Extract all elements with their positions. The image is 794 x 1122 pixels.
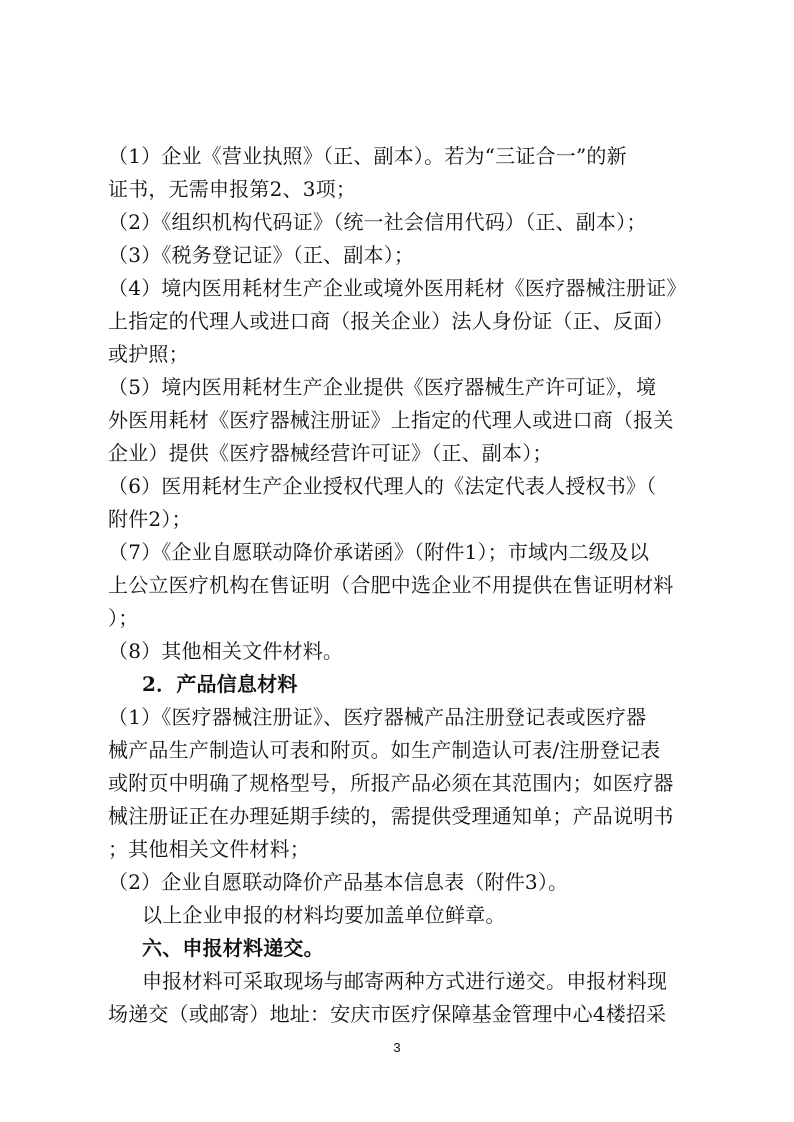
text-line: 场递交（或邮寄）地址：安庆市医疗保障基金管理中心4楼招采 — [108, 1002, 667, 1026]
text-line: （3）《税务登记证》（正、副本）； — [108, 243, 415, 267]
text-line: 上指定的代理人或进口商（报关企业）法人身份证（正、反面） — [108, 309, 674, 333]
text-line: （1）企业《营业执照》（正、副本）。若为“三证合一”的新 — [108, 144, 627, 168]
text-line: 以上企业申报的材料均要加盖单位鲜章。 — [142, 903, 506, 927]
text-line: （4）境内医用耗材生产企业或境外医用耗材《医疗器械注册证》 — [108, 276, 687, 300]
text-line: 申报材料可采取现场与邮寄两种方式进行递交。申报材料现 — [142, 969, 668, 993]
text-line: 外医用耗材《医疗器械注册证》上指定的代理人或进口商（报关 — [108, 408, 674, 432]
text-line: 企业）提供《医疗器械经营许可证》（正、副本）； — [108, 441, 553, 465]
text-line: ；其他相关文件材料； — [108, 837, 310, 861]
text-line: 械产品生产制造认可表和附页。如生产制造认可表/注册登记表 — [108, 738, 661, 762]
text-line: 或附页中明确了规格型号，所报产品必须在其范围内；如医疗器 — [108, 771, 674, 795]
section-heading: 六、申报材料递交。 — [142, 936, 324, 960]
text-line: 上公立医疗机构在售证明（合肥中选企业不用提供在售证明材料 — [108, 573, 674, 597]
text-line: （5）境内医用耗材生产企业提供《医疗器械生产许可证》，境 — [108, 375, 657, 399]
text-line: （6）医用耗材生产企业授权代理人的《法定代表人授权书》（ — [108, 474, 657, 498]
text-line: 附件2）； — [108, 507, 192, 531]
text-line: （2）企业自愿联动降价产品基本信息表（附件3）。 — [108, 870, 569, 894]
text-line: （1）《医疗器械注册证》、医疗器械产品注册登记表或医疗器 — [108, 705, 647, 729]
text-line: 证书，无需申报第2、3项； — [108, 177, 357, 201]
page-number: 3 — [393, 1040, 401, 1055]
text-line: 或护照； — [108, 342, 189, 366]
section-heading: 2．产品信息材料 — [142, 672, 298, 696]
text-line: ）； — [108, 606, 139, 630]
text-line: （8）其他相关文件材料。 — [108, 639, 344, 663]
document-body — [108, 140, 700, 1031]
text-line: （2）《组织机构代码证》（统一社会信用代码）（正、副本）； — [108, 210, 647, 234]
text-line: 械注册证正在办理延期手续的，需提供受理通知单；产品说明书 — [108, 804, 674, 828]
text-line: （7）《企业自愿联动降价承诺函》（附件1）；市域内二级及以 — [108, 540, 650, 564]
